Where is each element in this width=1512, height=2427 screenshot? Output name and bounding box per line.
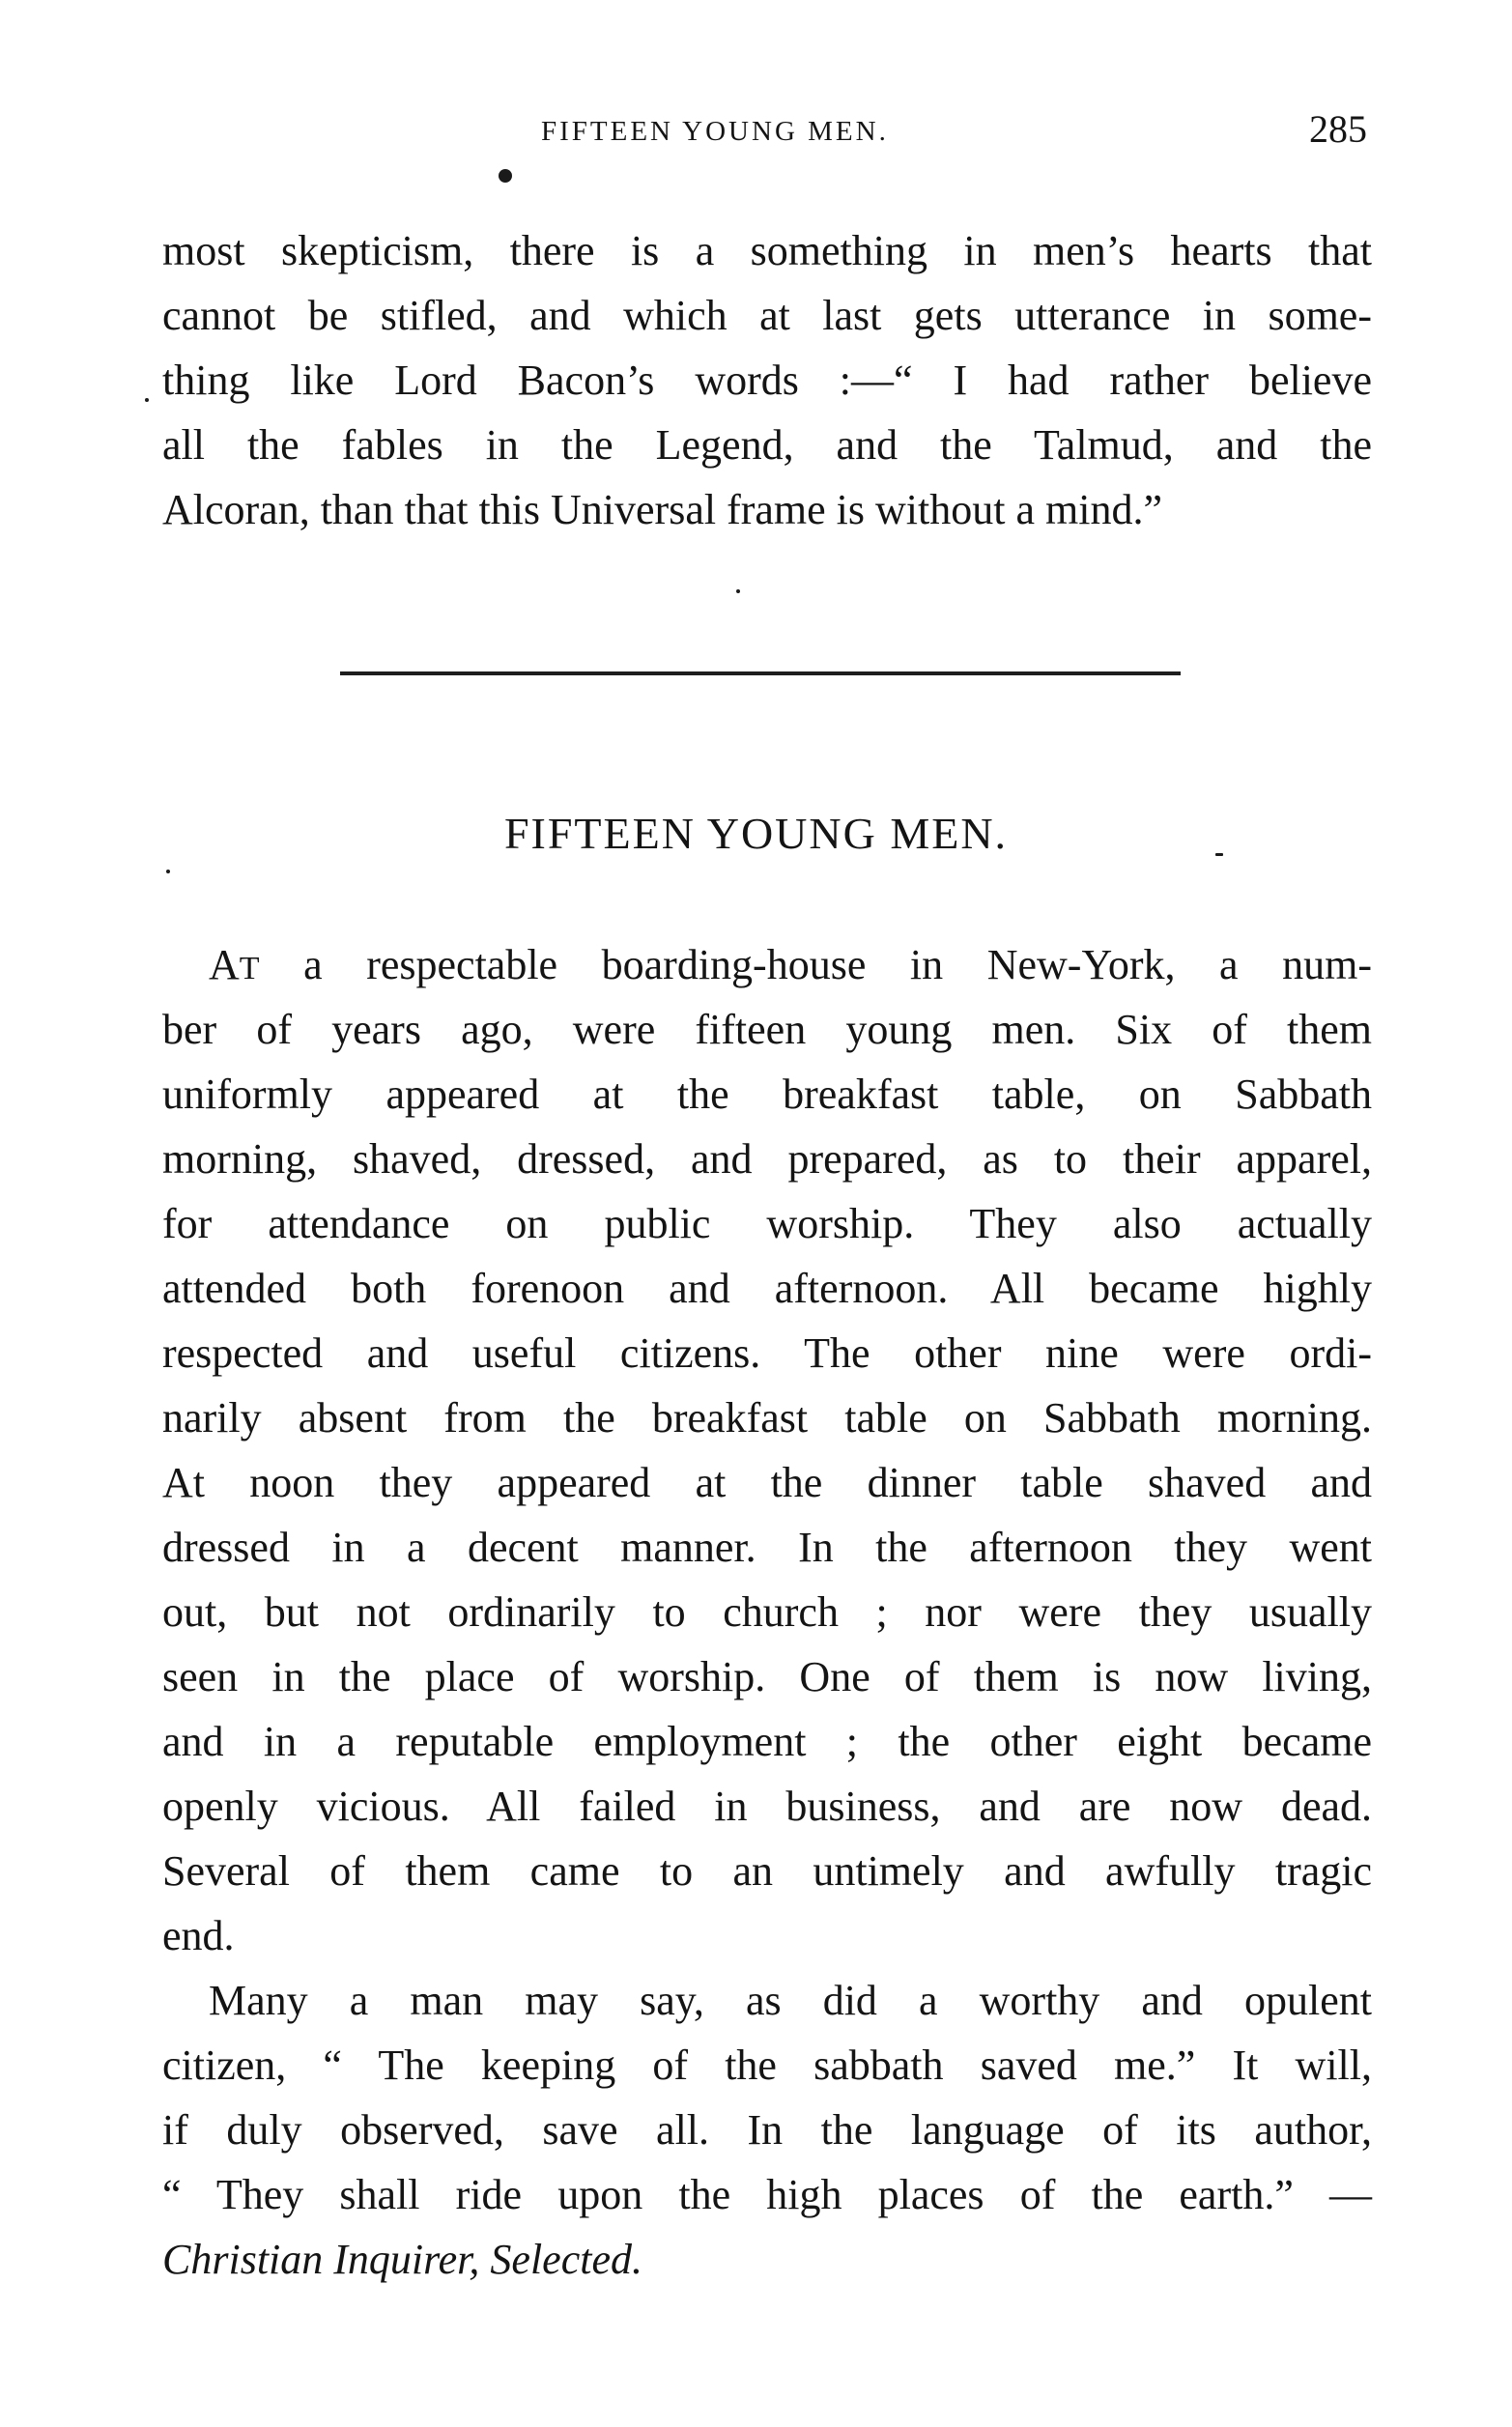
ink-speck [166, 870, 170, 873]
small-caps-rest: T [239, 951, 260, 986]
text-line: most skepticism, there is a something in men’s hearts that [162, 227, 1372, 274]
text-line: narily absent from the breakfast table on Sabbath morning. [162, 1394, 1372, 1442]
text-line: At noon they appeared at the dinner table shaved and [162, 1459, 1372, 1506]
running-title: FIFTEEN YOUNG MEN. [541, 116, 889, 147]
text-line: dressed in a decent manner. In the afternoon they went [162, 1524, 1372, 1571]
article-paragraph-1 [162, 932, 1372, 1968]
ink-speck [145, 398, 149, 402]
first-line-text: a respectable boarding-house in New-York, a num- [259, 941, 1372, 988]
text-line: “ They shall ride upon the high places of the earth.” — [162, 2171, 1372, 2218]
text-line-first [162, 932, 1372, 997]
text-line: out, but not ordinarily to church ; nor were they usually [162, 1588, 1372, 1636]
section-divider-rule [340, 671, 1181, 675]
text-line: respected and useful citizens. The other nine were ordi- [162, 1329, 1372, 1377]
text-line: cannot be stifled, and which at last gets utterance in some- [162, 292, 1372, 339]
source-attribution: Christian Inquirer, Selected. [162, 2236, 642, 2283]
small-caps-initial: A [209, 941, 240, 988]
text-line: seen in the place of worship. One of them is now living, [162, 1653, 1372, 1700]
text-line: morning, shaved, dressed, and prepared, as to their apparel, [162, 1135, 1372, 1183]
text-line: openly vicious. All failed in business, and are now dead. [162, 1783, 1372, 1830]
text-line: uniformly appeared at the breakfast table, on Sabbath [162, 1071, 1372, 1118]
text-line: for attendance on public worship. They also actually [162, 1200, 1372, 1247]
text-line: end. [162, 1912, 235, 1959]
text-line: ber of years ago, were fifteen young men. Six of them [162, 1006, 1372, 1053]
page-number: 285 [1309, 107, 1367, 151]
text-line: if duly observed, save all. In the language of its author, [162, 2106, 1372, 2154]
previous-piece-conclusion [162, 218, 1372, 542]
text-line: Many a man may say, as did a worthy and opulent [209, 1977, 1372, 2024]
text-line: and in a reputable employment ; the other eight became [162, 1718, 1372, 1765]
article-paragraph-2 [162, 1968, 1372, 2292]
ink-speck [736, 589, 740, 593]
text-line: citizen, “ The keeping of the sabbath saved me.” It will, [162, 2042, 1372, 2089]
text-line: Several of them came to an untimely and awfully tragic [162, 1847, 1372, 1895]
article-title: FIFTEEN YOUNG MEN. [503, 809, 1009, 858]
ink-speck [499, 169, 512, 183]
text-line: attended both forenoon and afternoon. All became highly [162, 1265, 1372, 1312]
text-line: Alcoran, than that this Universal frame is without a mind.” [162, 486, 1162, 533]
text-line: all the fables in the Legend, and the Talmud, and the [162, 421, 1372, 469]
text-line: thing like Lord Bacon’s words :—“ I had rather believe [162, 357, 1372, 404]
